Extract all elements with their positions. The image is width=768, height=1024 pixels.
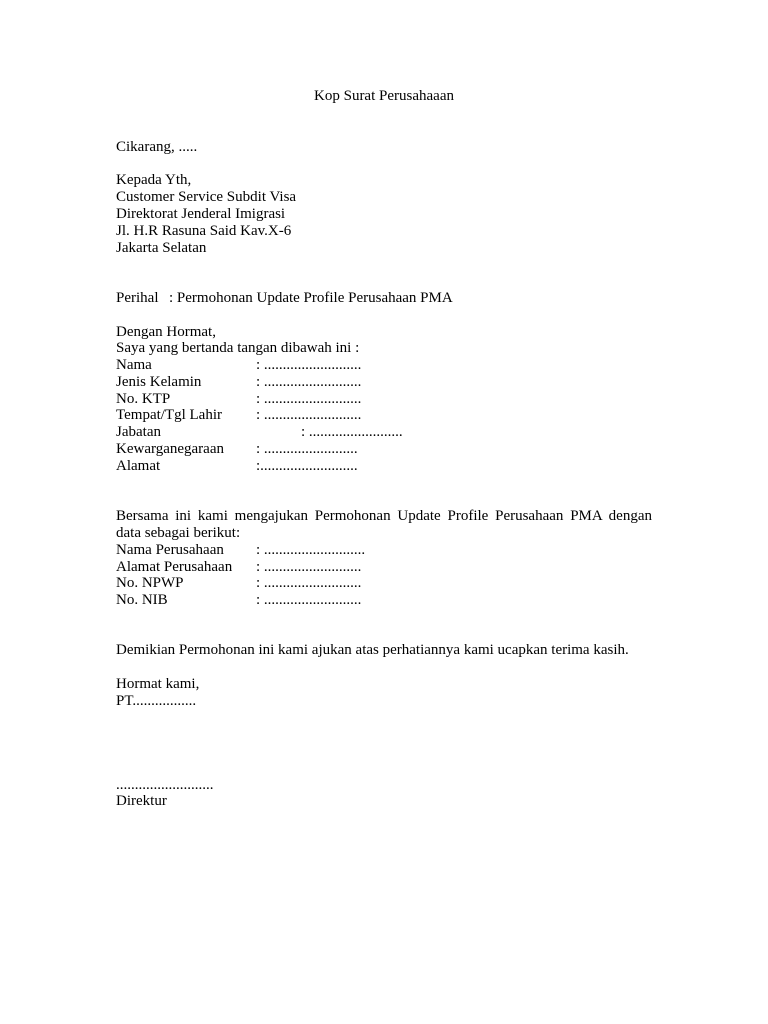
field-value: : ..........................: [256, 391, 362, 407]
intro-text: Saya yang bertanda tangan dibawah ini :: [116, 340, 360, 356]
signature-line: ..........................: [116, 777, 214, 793]
place-date: Cikarang, .....: [116, 139, 198, 155]
field-value: : ..........................: [256, 407, 362, 423]
field-label: Alamat Perusahaan: [116, 559, 233, 575]
field-label: Jenis Kelamin: [116, 374, 202, 390]
letterhead-title: Kop Surat Perusahaaan: [314, 88, 454, 104]
recipient-line: Kepada Yth,: [116, 172, 192, 188]
field-label: No. KTP: [116, 391, 171, 407]
field-value: : .........................: [301, 424, 403, 440]
company-signer: PT.................: [116, 693, 197, 709]
field-label: Jabatan: [116, 424, 161, 440]
field-value: : ..........................: [256, 374, 362, 390]
field-label: Nama Perusahaan: [116, 542, 224, 558]
field-value: : .........................: [256, 441, 358, 457]
field-value: : ..........................: [256, 357, 362, 373]
field-value: : ..........................: [256, 575, 362, 591]
signer-title: Direktur: [116, 793, 167, 809]
field-value: : ..........................: [256, 592, 362, 608]
field-label: No. NPWP: [116, 575, 184, 591]
field-label: Nama: [116, 357, 152, 373]
closing-text: Demikian Permohonan ini kami ajukan atas perhatiannya kami ucapkan terima kasih.: [116, 642, 629, 658]
recipient-line: Jakarta Selatan: [116, 240, 207, 256]
field-label: Alamat: [116, 458, 161, 474]
regards: Hormat kami,: [116, 676, 200, 692]
field-value: :..........................: [256, 458, 358, 474]
body-paragraph: Bersama ini kami mengajukan Permohonan Update Profile Perusahaan PMA dengan data sebagai berikut:: [116, 508, 652, 541]
field-label: Tempat/Tgl Lahir: [116, 407, 222, 423]
recipient-line: Customer Service Subdit Visa: [116, 189, 297, 205]
field-label: Kewarganegaraan: [116, 441, 224, 457]
field-value: : ..........................: [256, 559, 362, 575]
field-label: No. NIB: [116, 592, 168, 608]
field-value: : ...........................: [256, 542, 366, 558]
recipient-line: Direktorat Jenderal Imigrasi: [116, 206, 286, 222]
subject-value: : Permohonan Update Profile Perusahaan PMA: [169, 290, 453, 306]
greeting: Dengan Hormat,: [116, 324, 216, 340]
recipient-line: Jl. H.R Rasuna Said Kav.X-6: [116, 223, 292, 239]
subject-label: Perihal: [116, 290, 159, 306]
